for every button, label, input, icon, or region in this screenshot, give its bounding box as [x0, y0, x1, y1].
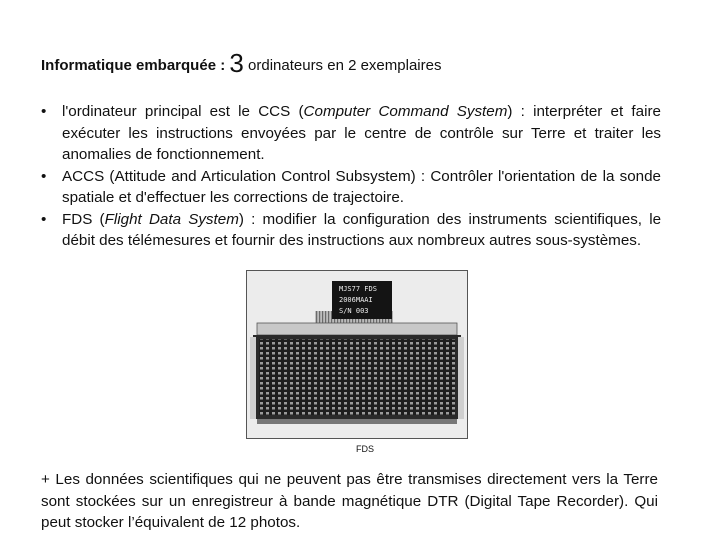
bullet-icon: •: [41, 167, 47, 185]
computer-list: [41, 101, 661, 252]
computer-count: 3: [229, 48, 244, 78]
label-line-2: 2006MAAI: [339, 296, 373, 304]
bullet-icon: •: [41, 210, 47, 228]
ccs-text-start: l'ordinateur principal est le CCS (: [62, 103, 304, 120]
list-item-accs: [41, 166, 661, 209]
fds-expansion: Flight Data System: [104, 210, 239, 228]
fds-text-end: ) : modifier la configuration des instruments scientifiques, le débit des télémesures et fournir des instructions aux nombreux autres sous-systèmes.: [62, 210, 662, 249]
accs-text: ACCS (Attitude and Articulation Control Subsystem) : Contrôler l'orientation de la sonde spatiale et d'effectuer les corrections de trajectoire.: [62, 167, 661, 206]
heading-label: Informatique embarquée :: [41, 57, 226, 74]
ccs-expansion: Computer Command System: [303, 103, 508, 120]
footer-note: + Les données scientifiques qui ne peuvent pas être transmises directement vers la Terre sont stockées sur un enregistreur à bande magnétique DTR (Digital Tape Recorder). Qui peut stocker l’équivalent de 12 photos.: [41, 471, 658, 531]
list-item-fds: [41, 209, 661, 252]
heading-text: ordinateurs en 2 exemplaires: [248, 57, 442, 74]
figure-caption: FDS: [356, 444, 374, 454]
slide-heading: [41, 48, 441, 79]
label-line-1: MJS77 FDS: [339, 285, 377, 293]
fds-photo: [246, 270, 468, 439]
fds-board-illustration: [247, 271, 467, 438]
bullet-icon: •: [41, 103, 47, 120]
list-item-ccs: [41, 101, 661, 166]
fds-text-start: FDS (: [62, 210, 105, 228]
label-line-3: S/N 003: [339, 307, 369, 315]
ccs-text-end: ) : interpréter et faire exécuter les instructions envoyées par le centre de contrôle sur Terre et traiter les anomalies de fonctionnement.: [62, 103, 661, 163]
